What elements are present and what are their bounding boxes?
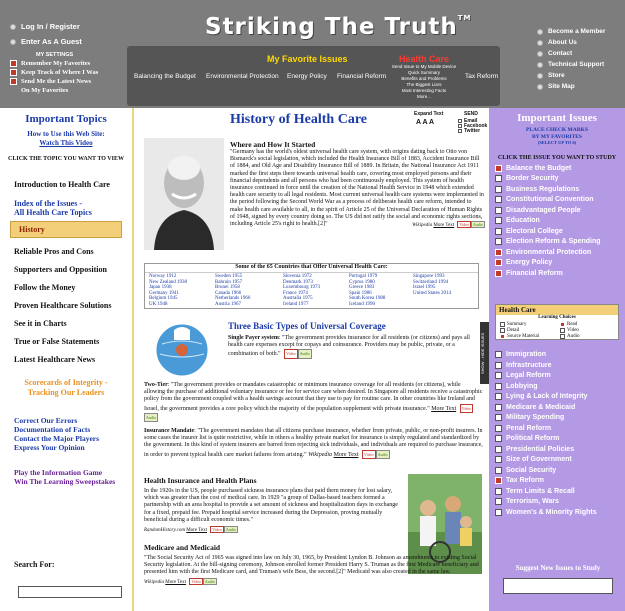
issue-political-reform[interactable]: Political Reform	[495, 435, 597, 442]
search-label: Search For:	[14, 560, 55, 569]
checkbox-icon[interactable]	[495, 383, 502, 390]
checkbox-icon[interactable]	[495, 425, 502, 432]
contact-link[interactable]: Contact	[537, 50, 605, 57]
click-topic-label: CLICK THE TOPIC YOU WANT TO VIEW	[8, 156, 124, 162]
issue-electoral-college[interactable]: Electoral College	[495, 228, 625, 235]
issue-women-s-minority-rights[interactable]: Women's & Minority Rights	[495, 509, 597, 516]
bullet-icon	[10, 39, 16, 45]
nav-true-false[interactable]: True or False Statements	[14, 337, 100, 346]
country-entry[interactable]: UK 1948	[149, 301, 168, 307]
expand-text-label: Expand Text	[414, 111, 444, 117]
more-text-link[interactable]: More Text	[433, 223, 455, 229]
watch-video-link[interactable]: Watch This Video	[39, 139, 93, 147]
health-care-menu	[389, 64, 459, 100]
countries-table	[144, 263, 479, 309]
video-button[interactable]: Video	[212, 527, 222, 533]
main-content	[136, 108, 489, 611]
issue-environmental-protection[interactable]: Environmental Protection	[495, 249, 625, 256]
checkbox-icon[interactable]	[10, 69, 17, 76]
by-favorites: BY MY FAVORITES	[531, 133, 582, 140]
bullet-icon	[537, 40, 543, 46]
video-button[interactable]: Video	[284, 349, 298, 358]
country-entry[interactable]: Iceland 1990	[349, 301, 375, 307]
click-issue-label: CLICK THE ISSUE YOU WANT TO STUDY	[497, 154, 617, 161]
issue-military-spending[interactable]: Military Spending	[495, 414, 597, 421]
setting-remember-favorites[interactable]: Remember My Favorites	[10, 60, 125, 67]
source-label: Wikipedia	[412, 223, 433, 229]
nav-history[interactable]: History	[10, 221, 122, 238]
issue-border-security[interactable]: Border Security	[495, 175, 625, 182]
country-entry[interactable]: Portugal 1979	[349, 274, 378, 279]
header-left	[10, 22, 125, 96]
hc-menu-item[interactable]: Benefits and Problems	[401, 76, 447, 81]
play-game	[0, 468, 132, 486]
country-entry[interactable]: South Korea 1988	[349, 296, 386, 302]
bottom-links	[0, 416, 132, 452]
checkbox-icon[interactable]	[495, 488, 502, 495]
issue-presidential-policies[interactable]: Presidential Policies	[495, 446, 597, 453]
contact-players-link[interactable]: Contact the Major Players	[14, 434, 100, 443]
video-button[interactable]: Video	[191, 578, 201, 584]
section-where-how	[230, 140, 485, 228]
hc-menu-item[interactable]: The Biggest Liars	[406, 82, 442, 87]
issue-lobbying[interactable]: Lobbying	[495, 383, 597, 390]
more-text-link[interactable]: More Text	[431, 405, 457, 412]
right-sidebar	[489, 108, 625, 611]
issue-education[interactable]: Education	[495, 217, 625, 224]
country-entry[interactable]: Cyprus 1980	[349, 279, 375, 285]
section-two-tier	[144, 382, 483, 459]
section-text: "The Social Security Act of 1965 was signed into law on July 30, 1965, by President Lyndon B. Johnson as amendments to existing Social Security legislation. At the bill-signing ceremony, Johnson enrolled former President Harry S. Truman as the first Medicare beneficiary and presented him with the first Medicare card, and Truman's wife Bess, the second.[2]" Medicaid was also created in the same law.	[144, 555, 479, 576]
send-facebook[interactable]: Facebook	[458, 123, 487, 129]
issue-energy-policy[interactable]: Energy Policy	[495, 259, 625, 266]
two-tier-text: Two-Tier: "The government provides or mandates catastrophic or minimum insurance coverage for all residents (or citizens), while allowing the purchase of additional voluntary insurance or fee for service care when desired. In Singapore all residents receive a catastrophic policy from the government coupled with a health savings account that they use to pay for routine care. In other countries like Ireland and Israel, the government provides a core policy which the majority of the population supplement with private insurance." More Text VideoAudio	[144, 382, 483, 422]
nav-charts[interactable]: See it in Charts	[14, 319, 67, 328]
checkbox-icon[interactable]	[500, 322, 505, 327]
about-us-link[interactable]: About Us	[537, 39, 605, 46]
issues-list-bottom	[489, 351, 597, 519]
issue-election-reform-spending[interactable]: Election Reform & Spending	[495, 238, 625, 245]
guest-link[interactable]: Enter As A Guest	[10, 37, 125, 46]
nav-pros-cons[interactable]: Reliable Pros and Cons	[14, 247, 94, 256]
issue-social-security[interactable]: Social Security	[495, 467, 597, 474]
checkbox-icon[interactable]	[495, 196, 502, 203]
country-entry[interactable]: Austria 1967	[215, 301, 241, 307]
documentation-link[interactable]: Documentation of Facts	[14, 425, 91, 434]
nav-latest-news[interactable]: Latest Healthcare News	[14, 355, 96, 364]
issue-term-limits-recall[interactable]: Term Limits & Recall	[495, 488, 597, 495]
checkbox-icon[interactable]	[495, 456, 502, 463]
country-entry[interactable]: Ireland 1977	[283, 301, 309, 307]
fav-tax-reform[interactable]: Tax Reform	[465, 73, 499, 80]
send-twitter[interactable]: Twitter	[458, 128, 480, 134]
hc-box-title: Health Care	[496, 305, 618, 315]
fav-environmental-protection[interactable]: Environmental Protection	[206, 73, 279, 80]
important-issues-title: Important Issues	[517, 112, 597, 124]
country-entry[interactable]: Switzerland 1994	[413, 279, 449, 285]
section-text: "Germany has the world's oldest universal health care system, with origins dating back to Otto von Bismarck's social legislation, which included the Health Insurance Bill of 1883, Accident Insurance Bill of 1884, and Old Age and Disability Insurance Bill of 1889. In Britain, the National Insurance Act 1911 marked the first steps there towards universal health care, covering most employed persons and their financial dependents and all persons who had been continuously employed. This system of health insurance continued in force until the creation of the National Health Service in 1948 which extended health care security to all legal residents. Most current universal health care systems were implemented in the period following the Second World War as a process of deliberate health care reform, intended to make health care available to all, in the spirit of Article 25 of the Universal Declaration of Human Rights of 1948, signed by every country doing so. The US did not ratify the social and economic rights sections, including Article 25's right to health.[2]"	[230, 149, 484, 228]
fav-balancing-budget[interactable]: Balancing the Budget	[134, 73, 196, 80]
trademark: TM	[457, 14, 472, 22]
issue-immigration[interactable]: Immigration	[495, 351, 597, 358]
setting-send-news-cont: On My Favorites	[21, 87, 69, 94]
choice-video[interactable]: Video	[560, 328, 579, 333]
issue-lying-lack-of-integrity[interactable]: Lying & Lack of Integrity	[495, 393, 597, 400]
countries-col-3	[283, 274, 341, 308]
issue-infrastructure[interactable]: Infrastructure	[495, 362, 597, 369]
hc-menu-item[interactable]: More...	[416, 94, 431, 99]
issue-size-of-government[interactable]: Size of Government	[495, 456, 597, 463]
choice-summary[interactable]: Summary	[500, 322, 526, 327]
how-to-link[interactable]: How to Use this Web Site:	[27, 130, 105, 138]
section-text: In the 1920s in the US, people purchased sickness insurance plans that paid them money for lost salary, which was greater than the cost of medical care. In 1929 "a group of Dallas-based teachers formed a partnership with an area hospital to provide a set amount of sickness and hospitalization days in exchange for a fixed, prepaid fee. Prepaid hospital service increased during the Depression, proving mutually beneficial during a difficult economic times."	[144, 488, 398, 523]
store-link[interactable]: Store	[537, 72, 605, 79]
checkbox-icon[interactable]	[495, 249, 502, 256]
become-member-link[interactable]: Become a Member	[537, 28, 605, 35]
section-title: Where and How It Started	[230, 140, 316, 149]
site-logo[interactable]: Striking The Truth™	[205, 14, 472, 40]
login-link[interactable]: Log In / Register	[10, 22, 125, 31]
country-entry[interactable]: United States 2014	[413, 290, 452, 296]
countries-table-title: Some of the 65 Countries that Offer Universal Health Care:	[145, 264, 478, 273]
choice-source-material[interactable]: Source Material	[500, 334, 539, 339]
checkbox-icon[interactable]	[10, 60, 17, 67]
issue-legal-reform[interactable]: Legal Reform	[495, 372, 597, 379]
bullet-icon	[537, 84, 543, 90]
page-title: History of Health Care	[230, 112, 367, 127]
country-entry[interactable]: Slovenia 1972	[283, 274, 312, 279]
countries-col-2	[215, 274, 273, 308]
checkbox-icon[interactable]	[495, 393, 502, 400]
choice-audio[interactable]: Audio	[560, 334, 580, 339]
countries-col-4	[349, 274, 407, 308]
nav-introduction[interactable]: Introduction to Health Care	[14, 180, 110, 189]
issue-terrorism-wars[interactable]: Terrorism, Wars	[495, 498, 597, 505]
nav-solutions[interactable]: Proven Healthcare Solutions	[14, 301, 112, 310]
country-entry[interactable]: Japan 1938	[149, 285, 172, 291]
checkbox-icon[interactable]	[560, 334, 565, 339]
audio-button[interactable]: Audio	[144, 413, 158, 422]
issue-penal-reform[interactable]: Penal Reform	[495, 425, 597, 432]
video-button[interactable]: Video	[459, 222, 469, 228]
country-entry[interactable]: Spain 1986	[349, 290, 372, 296]
audio-button[interactable]: Audio	[204, 578, 215, 584]
checkbox-icon[interactable]	[495, 477, 502, 484]
checkbox-icon[interactable]	[495, 435, 502, 442]
scorecards-line1[interactable]: Scorecards of Integrity -	[24, 378, 108, 387]
video-button[interactable]: Video	[362, 450, 376, 459]
fav-financial-reform[interactable]: Financial Reform	[337, 73, 387, 80]
checkbox-icon[interactable]	[495, 498, 502, 505]
nav-index-line1[interactable]: Index of the Issues -	[14, 199, 83, 208]
bullet-icon	[537, 73, 543, 79]
checkbox-icon[interactable]	[495, 362, 502, 369]
country-entry[interactable]: Denmark 1973	[283, 279, 313, 285]
audio-button[interactable]: Audio	[225, 527, 236, 533]
bullet-icon	[537, 62, 543, 68]
sweepstakes-link[interactable]: Win The Learning Sweepstakes	[14, 477, 116, 486]
header	[0, 0, 625, 108]
checkbox-icon[interactable]	[495, 238, 502, 245]
choice-detail[interactable]: Detail	[500, 328, 519, 333]
health-care-title: Health Care	[398, 54, 450, 64]
bismarck-portrait	[144, 138, 224, 250]
checkbox-icon[interactable]	[495, 351, 502, 358]
checkbox-icon[interactable]	[495, 509, 502, 516]
checkbox-icon[interactable]	[495, 467, 502, 474]
mandate-text: Insurance Mandate: "The government mandates that all citizens purchase insurance, whether from private, public, or non-profit insurers. In some cases the insurer list is quite restrictive, while in others a healthy private market for insurance is simply regulated and standardized by the government. In this kind of system insurers are barred from rejecting sick individuals, and individuals are required to purchase insurance, in order to prevent typical health care market failures from arising." Wikipedia More Text Video Audio	[144, 428, 483, 458]
checkbox-icon[interactable]	[10, 78, 17, 85]
country-entry[interactable]: France 1974	[283, 290, 308, 296]
countries-col-5	[413, 274, 471, 296]
checkbox-icon[interactable]	[495, 186, 502, 193]
section-title: Health Insurance and Health Plans	[144, 476, 257, 485]
country-entry[interactable]: Sweden 1955	[215, 274, 243, 279]
doctor-globe-illustration	[146, 320, 218, 378]
health-care-learning-box[interactable]	[495, 304, 619, 340]
suggest-issues-label: Suggest New Issues to Study	[515, 564, 601, 572]
checkbox-icon[interactable]	[560, 328, 565, 333]
audio-button[interactable]: Audio	[298, 349, 312, 358]
country-entry[interactable]: Singapore 1993	[413, 274, 445, 279]
nav-supporters[interactable]: Supporters and Opposition	[14, 265, 107, 274]
correct-errors-link[interactable]: Correct Our Errors	[14, 416, 78, 425]
my-settings-label: MY SETTINGS	[36, 52, 74, 58]
checkbox-icon[interactable]	[495, 414, 502, 421]
express-opinion-link[interactable]: Express Your Opinion	[14, 443, 85, 452]
section-title: Three Basic Types of Universal Coverage	[228, 321, 386, 331]
checkbox-icon[interactable]	[495, 217, 502, 224]
send-email[interactable]: Email	[458, 118, 477, 124]
checkbox-icon[interactable]	[495, 446, 502, 453]
setting-send-news[interactable]: Send Me the Latest News	[10, 78, 125, 85]
show-hide-issues-tab[interactable]: SHOW - HIDE ISSUES	[480, 322, 489, 384]
country-entry[interactable]: Belgium 1945	[149, 296, 178, 302]
fav-health-care[interactable]	[389, 54, 459, 100]
checkbox-icon[interactable]	[495, 175, 502, 182]
more-text-link[interactable]: More Text	[186, 528, 208, 534]
checkbox-icon[interactable]	[500, 334, 505, 339]
section-insurance-plans	[144, 476, 406, 533]
checkbox-icon[interactable]	[495, 259, 502, 266]
more-text-link[interactable]: More Text	[333, 451, 359, 458]
checkbox-icon[interactable]	[495, 228, 502, 235]
hc-menu-item[interactable]: Most Interesting Facts	[401, 88, 447, 93]
scorecards-line2[interactable]: Tracking Our Leaders	[27, 388, 105, 397]
country-entry[interactable]: Australia 1975	[283, 296, 313, 302]
choice-read[interactable]: Read	[560, 322, 577, 327]
checkbox-icon[interactable]	[560, 322, 565, 327]
bullet-icon	[537, 51, 543, 57]
section-medicare	[144, 543, 482, 585]
section-footer: RandomHistory.com More Text Video Audio	[144, 527, 236, 534]
setting-keep-track[interactable]: Keep Track of Where I Was	[10, 69, 125, 76]
bullet-icon	[10, 24, 16, 30]
section-title: Medicare and Medicaid	[144, 543, 221, 552]
place-check-marks: PLACE CHECK MARKS	[525, 127, 589, 133]
send-label: SEND	[464, 111, 478, 117]
nav-follow-money[interactable]: Follow the Money	[14, 283, 76, 292]
audio-button[interactable]: Audio	[473, 222, 483, 228]
section-three-types	[228, 321, 483, 359]
section-footer: Wikipedia More Text Video Audio	[144, 578, 215, 585]
left-sidebar	[0, 108, 134, 611]
checkbox-icon[interactable]	[458, 129, 462, 133]
favorites-bar	[127, 46, 500, 106]
hc-menu-item[interactable]: Quick Summary	[407, 70, 440, 75]
checkbox-icon[interactable]	[495, 270, 502, 277]
country-entry[interactable]: Israel 1995	[413, 285, 436, 291]
checkbox-icon[interactable]	[500, 328, 505, 333]
important-topics-title: Important Topics	[25, 113, 107, 125]
bullet-icon	[537, 29, 543, 35]
video-button[interactable]: Video	[460, 404, 474, 413]
checkbox-icon[interactable]	[495, 207, 502, 214]
country-entry[interactable]: Bahrain 1957	[215, 279, 243, 285]
more-text-link[interactable]: More Text	[165, 579, 187, 585]
fav-energy-policy[interactable]: Energy Policy	[287, 73, 327, 80]
country-entry[interactable]: Canada 1966	[215, 290, 242, 296]
country-entry[interactable]: Germany 1941	[149, 290, 179, 296]
play-game-link[interactable]: Play the Information Game	[14, 468, 103, 477]
checkbox-icon[interactable]	[495, 372, 502, 379]
select-up-to: (SELECT UP TO 6)	[537, 140, 577, 145]
audio-button[interactable]: Audio	[376, 450, 390, 459]
country-entry[interactable]: Netherlands 1966	[215, 296, 251, 302]
issue-tax-reform[interactable]: Tax Reform	[495, 477, 597, 484]
nav-index-line2[interactable]: All Health Care Topics	[14, 208, 92, 217]
header-right	[537, 28, 605, 94]
hc-menu-item[interactable]: Send Issue to My Mobile Device	[391, 64, 457, 69]
country-entry[interactable]: Luxembourg 1973	[283, 285, 320, 291]
issue-financial-reform[interactable]: Financial Reform	[495, 270, 625, 277]
countries-col-1	[149, 274, 207, 308]
issue-business-regulations[interactable]: Business Regulations	[495, 186, 625, 193]
issues-list-top	[489, 165, 625, 277]
country-entry[interactable]: Brunei 1958	[215, 285, 240, 291]
favorites-title: My Favorite Issues	[267, 54, 348, 64]
checkbox-icon[interactable]	[495, 165, 502, 172]
country-entry[interactable]: Norway 1912	[149, 274, 177, 279]
technical-support-link[interactable]: Technical Support	[537, 61, 605, 68]
suggest-issue-input[interactable]	[503, 578, 613, 594]
issue-medicare-medicaid[interactable]: Medicare & Medicaid	[495, 404, 597, 411]
single-payer-text: Single Payer system: "The government provides insurance for all residents (or citizens) and pays all health care expenses except for copays and coinsurance. Providers may be public, private, or a combination of both." Video Audio	[228, 335, 470, 358]
checkbox-icon[interactable]	[495, 404, 502, 411]
search-input[interactable]	[18, 586, 122, 598]
site-map-link[interactable]: Site Map	[537, 83, 605, 90]
issue-disadvantaged-people[interactable]: Disadvantaged People	[495, 207, 625, 214]
hc-box-subtitle: Learning Choices	[538, 315, 576, 320]
issue-balance-the-budget[interactable]: Balance the Budget	[495, 165, 625, 172]
country-entry[interactable]: Greece 1983	[349, 285, 375, 291]
country-entry[interactable]: New Zealand 1938	[149, 279, 188, 285]
font-size-buttons[interactable]: A A A	[416, 119, 435, 126]
issue-constitutional-convention[interactable]: Constitutional Convention	[495, 196, 625, 203]
